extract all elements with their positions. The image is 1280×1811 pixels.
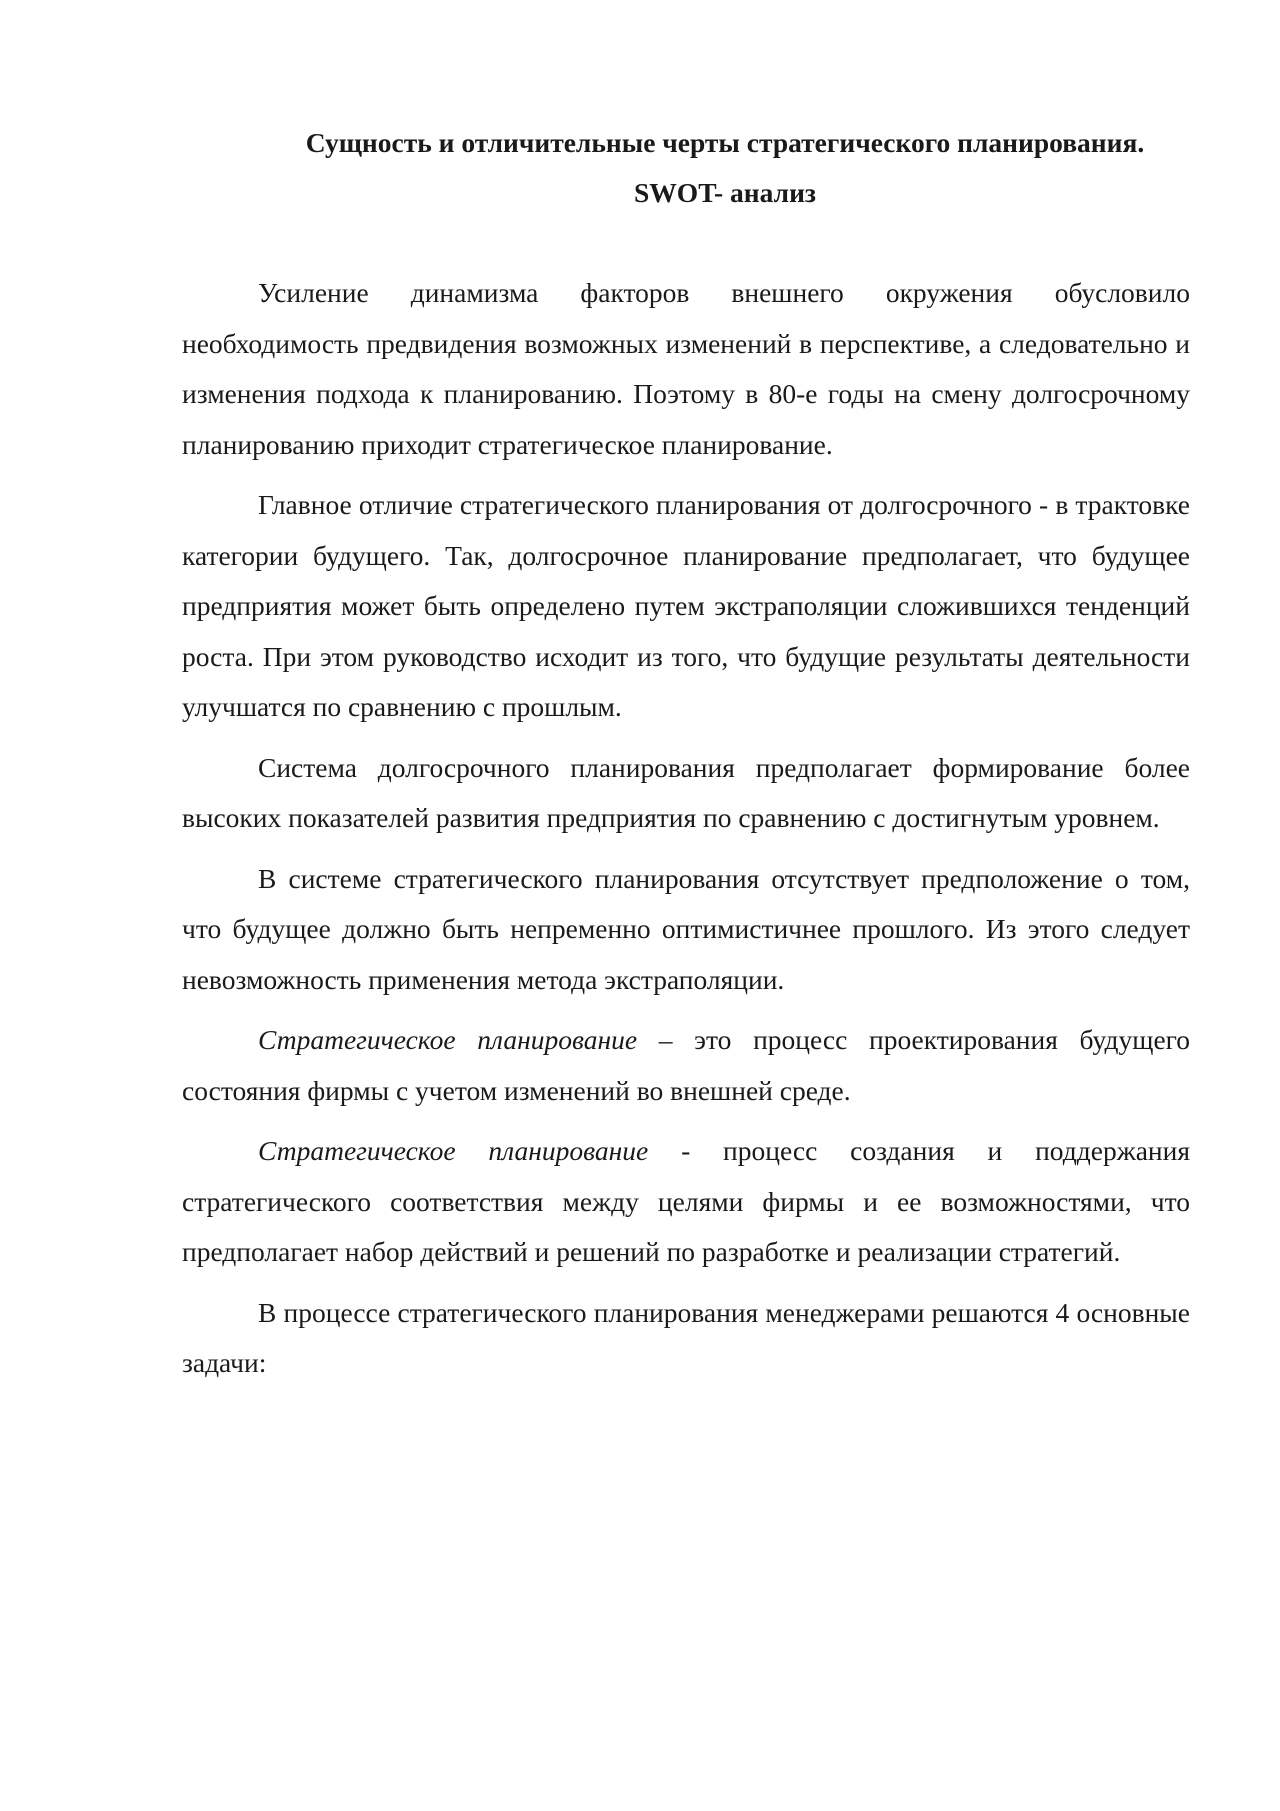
paragraph-1-text: Усиление динамизма факторов внешнего окружения обусловило необходимость предвидения возможных изменений в перспективе, а следовательно и изменения подхода к планированию. Поэтому в 80-е годы на смену долгосрочному планированию приходит стратегическое планирование.	[182, 277, 1190, 460]
document-page	[182, 118, 1190, 1399]
paragraph-5-definition	[182, 1015, 1190, 1116]
paragraph-3-text: Система долгосрочного планирования предполагает формирование более высоких показателей развития предприятия по сравнению с достигнутым уровнем.	[182, 751, 1190, 833]
definition-term: Стратегическое планирование	[258, 1024, 638, 1055]
paragraph-6-text: - процесс создания и поддержания стратегического соответствия между целями фирмы и ее возможностями, что предполагает набор действий и решений по разработке и реализации стратегий.	[182, 1135, 1190, 1267]
paragraph-4	[182, 854, 1190, 1006]
paragraph-1	[182, 268, 1190, 470]
paragraph-7	[182, 1288, 1190, 1389]
document-body	[182, 268, 1190, 1389]
page-title	[182, 118, 1190, 218]
paragraph-6-definition	[182, 1126, 1190, 1278]
paragraph-2	[182, 480, 1190, 733]
definition-term: Стратегическое планирование	[258, 1135, 649, 1166]
paragraph-5-text: – это процесс проектирования будущего состояния фирмы с учетом изменений во внешней среде.	[182, 1024, 1190, 1106]
paragraph-2-text: Главное отличие стратегического планирования от долгосрочного - в трактовке категории будущего. Так, долгосрочное планирование предполагает, что будущее предприятия может быть определено путем экстраполяции сложившихся тенденций роста. При этом руководство исходит из того, что будущие результаты деятельности улучшатся по сравнению с прошлым.	[182, 489, 1190, 722]
paragraph-7-text: В процессе стратегического планирования менеджерами решаются 4 основные задачи:	[182, 1296, 1190, 1378]
title-line-1: Сущность и отличительные черты стратегического планирования.	[305, 127, 1145, 158]
paragraph-3	[182, 743, 1190, 844]
title-line-2: SWOT- анализ	[634, 177, 816, 208]
paragraph-4-text: В системе стратегического планирования отсутствует предположение о том, что будущее должно быть непременно оптимистичнее прошлого. Из этого следует невозможность применения метода экстраполяции.	[182, 862, 1190, 995]
